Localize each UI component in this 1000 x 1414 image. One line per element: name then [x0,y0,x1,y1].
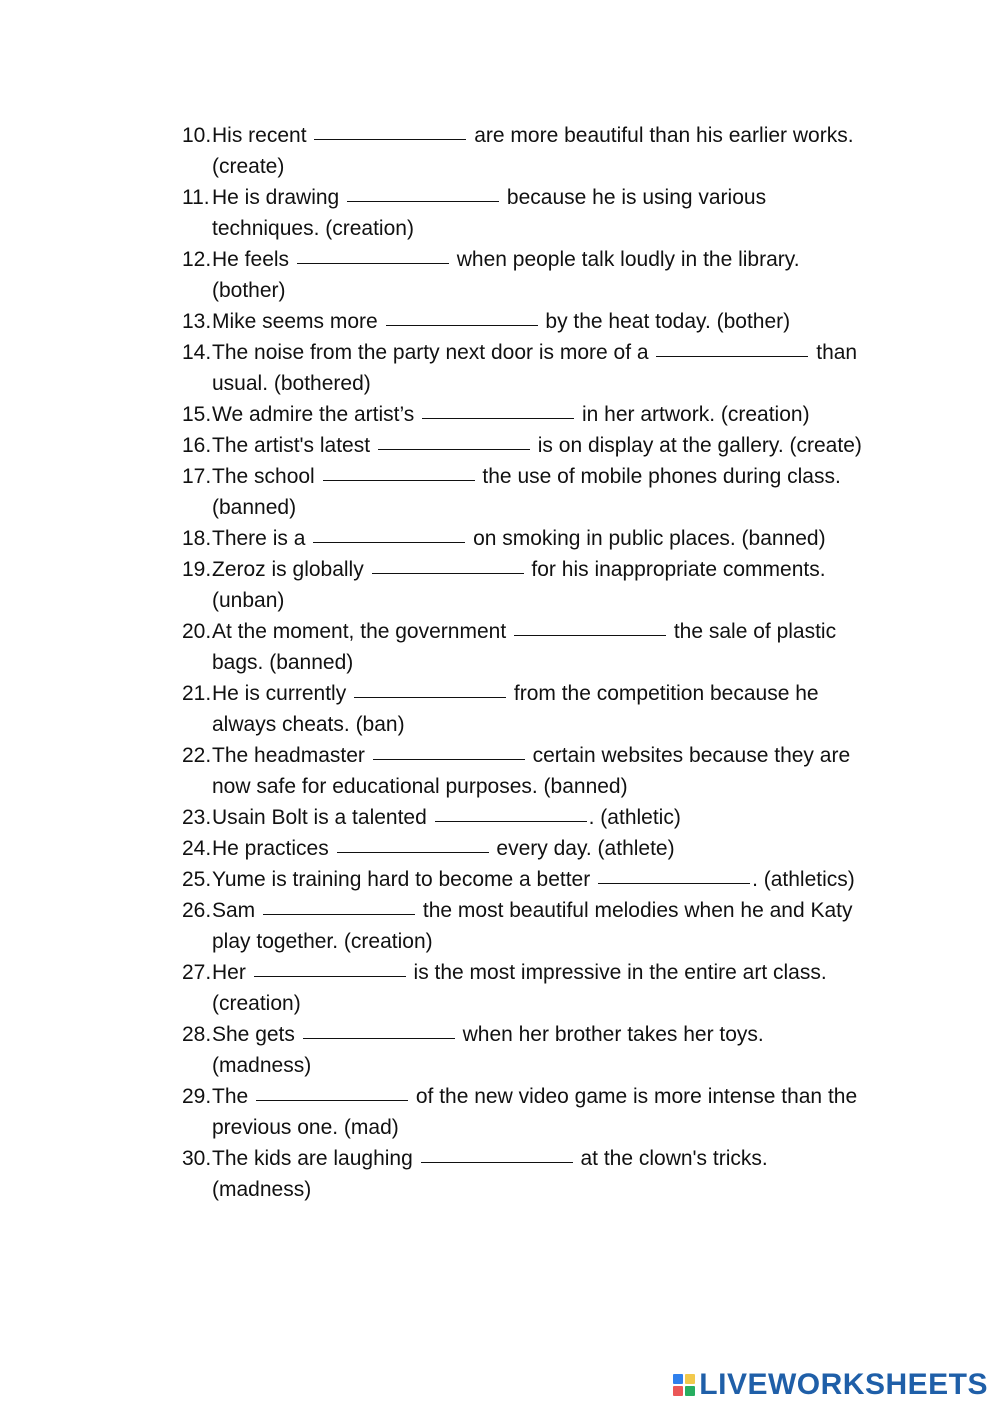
answer-blank[interactable] [303,1018,455,1039]
question-number: 26. [182,899,212,922]
question-text [212,1143,862,1205]
question-text-before: He practices [212,837,329,860]
question-number: 22. [182,744,212,767]
question-item [182,864,862,895]
question-text [212,833,862,864]
question-text-after: the most beautiful melodies when he and Katy play together. (creation) [212,899,853,953]
liveworksheets-logo[interactable] [673,1368,988,1402]
question-text [212,1081,862,1143]
question-number: 29. [182,1085,212,1108]
question-text-before: The headmaster [212,744,365,767]
question-number: 18. [182,527,212,550]
question-text-before: The [212,1085,249,1108]
answer-blank[interactable] [656,336,808,357]
question-text-after: of the new video game is more intense than the previous one. (mad) [212,1085,858,1139]
question-list [182,120,862,1205]
question-text-after: . (athletic) [588,806,681,829]
question-text-after: the use of mobile phones during class. (banned) [212,465,841,519]
logo-text: LIVEWORKSHEETS [699,1368,988,1401]
question-number: 13. [182,310,212,333]
question-number: 19. [182,558,212,581]
question-text-before: Usain Bolt is a talented [212,806,427,829]
question-text-after: on smoking in public places. (banned) [473,527,826,550]
question-text [212,1019,862,1081]
question-number: 25. [182,868,212,891]
question-text-after: the sale of plastic bags. (banned) [212,620,837,674]
answer-blank[interactable] [373,739,525,760]
question-text [212,523,862,554]
question-text-after: for his inappropriate comments. (unban) [212,558,826,612]
answer-blank[interactable] [314,119,466,140]
question-item [182,399,862,430]
question-text [212,802,862,833]
question-text-after: is the most impressive in the entire art class. (creation) [212,961,827,1015]
question-text-before: He is currently [212,682,347,705]
question-text-after: when people talk loudly in the library. (bother) [212,248,800,302]
question-number: 23. [182,806,212,829]
question-text-after: at the clown's tricks. (madness) [212,1147,768,1201]
question-text-before: Sam [212,899,256,922]
question-text [212,616,862,678]
question-text [212,306,862,337]
answer-blank[interactable] [254,956,406,977]
answer-blank[interactable] [421,1142,573,1163]
question-item [182,678,862,740]
question-text-before: Her [212,961,246,984]
question-item [182,554,862,616]
question-number: 21. [182,682,212,705]
answer-blank[interactable] [354,677,506,698]
question-number: 14. [182,341,212,364]
question-text [212,554,862,616]
answer-blank[interactable] [347,181,499,202]
question-item [182,1081,862,1143]
question-text-before: The artist's latest [212,434,371,457]
question-text [212,399,862,430]
question-text [212,957,862,1019]
question-text [212,430,862,461]
question-text [212,740,862,802]
question-text-after: from the competition because he always cheats. (ban) [212,682,819,736]
answer-blank[interactable] [378,429,530,450]
question-text-before: We admire the artist’s [212,403,415,426]
question-text-after: certain websites because they are now safe for educational purposes. (banned) [212,744,851,798]
question-text-after: is on display at the gallery. (create) [537,434,862,457]
question-text-before: At the moment, the government [212,620,507,643]
question-text [212,244,862,306]
question-text-before: He feels [212,248,290,271]
question-text [212,120,862,182]
question-text-before: The kids are laughing [212,1147,413,1170]
answer-blank[interactable] [323,460,475,481]
question-text-before: Mike seems more [212,310,378,333]
question-text [212,678,862,740]
question-text-before: The noise from the party next door is more of a [212,341,649,364]
question-item [182,430,862,461]
question-item [182,244,862,306]
question-text-after: when her brother takes her toys. (madness) [212,1023,764,1077]
answer-blank[interactable] [263,894,415,915]
question-number: 17. [182,465,212,488]
answer-blank[interactable] [372,553,524,574]
question-item [182,957,862,1019]
question-text-after: every day. (athlete) [496,837,675,860]
question-item [182,461,862,523]
question-text-before: She gets [212,1023,295,1046]
question-number: 20. [182,620,212,643]
question-text-before: Yume is training hard to become a better [212,868,591,891]
logo-badge-icon [673,1374,695,1396]
answer-blank[interactable] [313,522,465,543]
question-number: 16. [182,434,212,457]
question-item [182,895,862,957]
question-number: 15. [182,403,212,426]
answer-blank[interactable] [256,1080,408,1101]
question-text-after: in her artwork. (creation) [582,403,810,426]
question-item [182,740,862,802]
question-item [182,120,862,182]
question-item [182,616,862,678]
question-text-after: are more beautiful than his earlier works. (create) [212,124,854,178]
question-text-after: than usual. (bothered) [212,341,858,395]
question-text [212,461,862,523]
question-item [182,802,862,833]
question-number: 28. [182,1023,212,1046]
question-item [182,833,862,864]
question-text [212,337,862,399]
question-text-before: Zeroz is globally [212,558,364,581]
answer-blank[interactable] [514,615,666,636]
answer-blank[interactable] [337,832,489,853]
question-item [182,523,862,554]
question-text-before: The school [212,465,315,488]
answer-blank[interactable] [297,243,449,264]
answer-blank[interactable] [598,863,750,884]
question-number: 24. [182,837,212,860]
question-text [212,864,862,895]
question-text-after: by the heat today. (bother) [545,310,791,333]
question-item [182,306,862,337]
answer-blank[interactable] [422,398,574,419]
question-text-after: because he is using various techniques. (creation) [212,186,767,240]
answer-blank[interactable] [435,801,587,822]
question-text-after: . (athletics) [752,868,855,891]
question-text [212,182,862,244]
answer-blank[interactable] [386,305,538,326]
question-number: 30. [182,1147,212,1170]
question-number: 10. [182,124,212,147]
question-number: 27. [182,961,212,984]
question-number: 12. [182,248,212,271]
question-text [212,895,862,957]
question-item [182,1143,862,1205]
question-text-before: His recent [212,124,307,147]
question-item [182,337,862,399]
question-number: 11. [182,186,210,209]
question-text-before: He is drawing [212,186,340,209]
question-item [182,182,862,244]
question-text-before: There is a [212,527,306,550]
question-item [182,1019,862,1081]
